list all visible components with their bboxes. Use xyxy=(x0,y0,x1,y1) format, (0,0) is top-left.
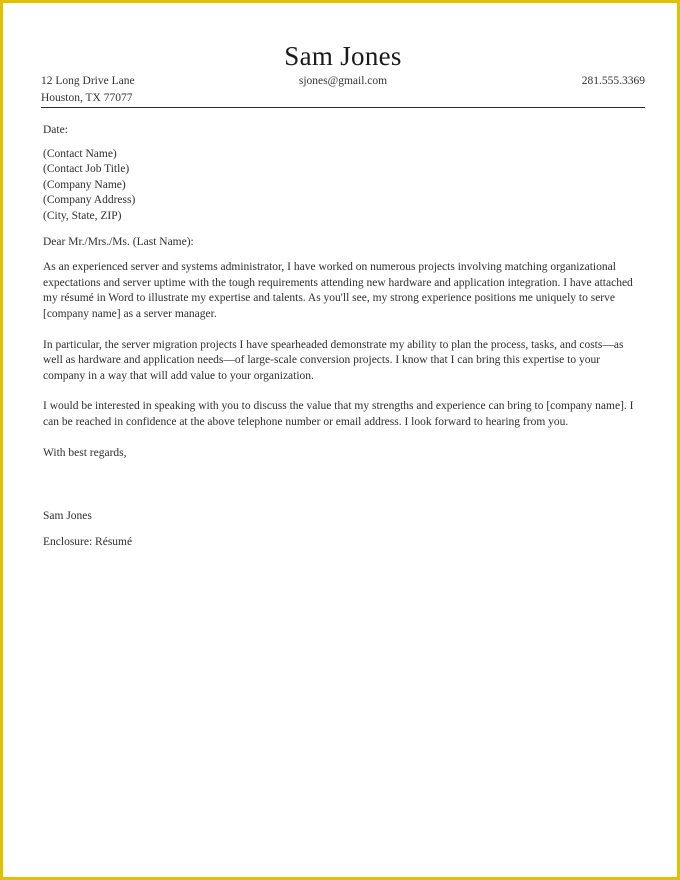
email-address: sjones@gmail.com xyxy=(298,75,388,87)
date-label: Date: xyxy=(43,124,68,136)
recipient-company-address: (Company Address) xyxy=(43,194,136,207)
sender-name: Sam Jones xyxy=(284,41,402,71)
recipient-block xyxy=(43,147,643,225)
recipient-city-state-zip: (City, State, ZIP) xyxy=(43,209,122,222)
phone-number: 281.555.3369 xyxy=(581,75,645,87)
address-line-1: 12 Long Drive Lane xyxy=(41,75,135,87)
address-line-2: Houston, TX 77077 xyxy=(41,92,133,104)
closing: With best regards, xyxy=(43,446,127,459)
recipient-job-title: (Contact Job Title) xyxy=(43,163,130,176)
recipient-company-name: (Company Name) xyxy=(43,178,126,191)
signature-name: Sam Jones xyxy=(43,510,92,523)
body-paragraph-1: As an experienced server and systems administrator, I have worked on numerous projects involving matching organizational expectations and server uptime with the tough requirements attending new hardware and application integration. I have attached my résumé in Word to illustrate my expertise and talents. As you'll see, my strong experience positions me uniquely to serve [company name] as a server manager. xyxy=(43,261,633,320)
salutation: Dear Mr./Mrs./Ms. (Last Name): xyxy=(43,235,194,248)
enclosure-note: Enclosure: Résumé xyxy=(43,535,133,548)
body-paragraph-2: In particular, the server migration projects I have spearheaded demonstrate my ability to plan the process, tasks, and costs—as well as hardware and application needs—of large-scale conversion projects. I know that I can bring this expertise to your company in a way that will add value to your organization. xyxy=(43,338,624,382)
body-paragraph-3: I would be interested in speaking with you to discuss the value that my strengths and experience can bring to [company name]. I can be reached in confidence at the above telephone number or email address. I look forward to hearing from you. xyxy=(43,400,634,428)
letter-body xyxy=(43,123,643,550)
header-divider xyxy=(41,107,645,108)
recipient-contact-name: (Contact Name) xyxy=(43,147,117,160)
